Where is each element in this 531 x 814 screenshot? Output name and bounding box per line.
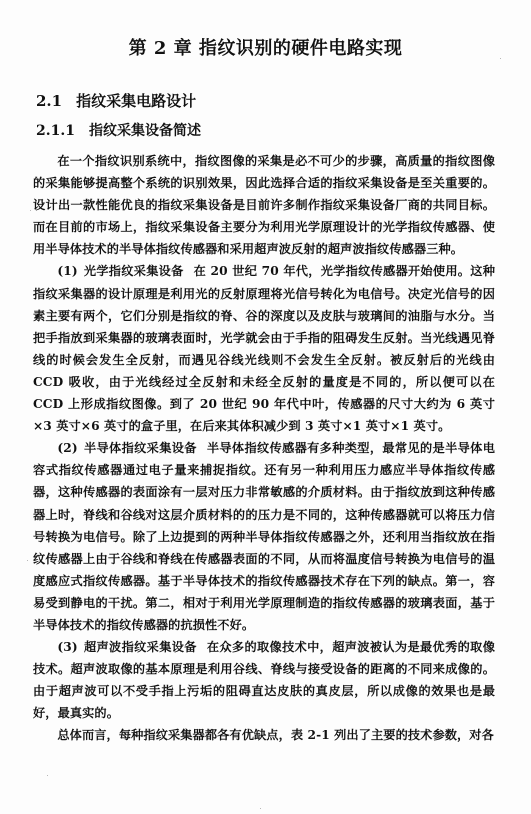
scan-speck [30, 210, 31, 211]
scan-speck [260, 808, 261, 809]
optical-item-marker: (1) [57, 264, 78, 279]
semiconductor-paragraph [33, 437, 495, 636]
ultrasonic-item-title: 超声波指纹采集设备 [83, 640, 197, 655]
ultrasonic-item-text: 在众多的取像技术中，超声波被认为是最优秀的取像技术。超声波取像的基本原理是利用谷线、脊线与接受设备的距离的不同来成像的。由于超声波可以不受手指上污垢的阻碍直达皮肤的真皮层，所以成像的效果也是最好，最真实的。 [33, 640, 495, 721]
semiconductor-item-title: 半导体指纹采集设备 [83, 441, 197, 456]
optical-item-text: 在 20 世纪 70 年代，光学指纹传感器开始使用。这种指纹采集器的设计原理是利用光的反射原理将光信号转化为电信号。决定光信号的因素主要有两个，它们分别是指纹的脊、谷的深度以及皮肤与玻璃间的油脂与水分。当把手指放到采集器的玻璃表面时，光学就会由于手指的阻碍发生反射。当光线遇见脊线的时候会发生全反射，而遇见谷线光线则不会发生全反射。被反射后的光线由 CCD 吸收，由于光线经过全反射和未经全反射的量度是不同的，所以便可以在 CCD 上形成指纹图像。到了 20 世纪 90 年代中叶，传感器的尺寸大约为 6 英寸×3 英寸×6 英寸的盒子里，在后来其体积减少到 3 英寸×1 英寸×1 英寸。 [33, 264, 495, 434]
body-text [33, 150, 495, 747]
section-title: 指纹采集电路设计 [76, 92, 197, 110]
subsection-title: 指纹采集设备简述 [88, 123, 201, 139]
semiconductor-item-marker: (2) [57, 441, 78, 456]
ultrasonic-item-marker: (3) [57, 640, 78, 655]
semiconductor-item-text: 半导体指纹传感器有多种类型，最常见的是半导体电容式指纹传感器通过电子量来捕捉指纹。还有另一种利用压力感应半导体指纹传感器，这种传感器的表面涂有一层对压力非常敏感的介质材料。由于指纹放到这种传感器上时，脊线和谷线对这层介质材料的的压力是不同的，这种传感器就可以将压力信号转换为电信号。除了上边提到的两种半导体指纹传感器之外，还利用当指纹放在指纹传感器上由于谷线和脊线在传感器表面的不同，从而将温度信号转换为电信号的温度感应式指纹传感器。基于半导体技术的指纹传感器技术存在下列的缺点。第一，容易受到静电的干扰。第二，相对于利用光学原理制造的指纹传感器的玻璃表面，基于半导体技术的指纹传感器的抗损性不好。 [33, 441, 495, 632]
summary-paragraph: 总体而言，每种指纹采集器都各有优缺点，表 2-1 列出了主要的技术参数，对各 [57, 728, 494, 743]
subsection-heading [36, 120, 201, 140]
scan-speck [27, 560, 28, 561]
section-heading [36, 90, 196, 111]
scan-speck [47, 775, 48, 776]
section-number: 2.1 [36, 92, 63, 110]
ultrasonic-paragraph [33, 636, 495, 724]
subsection-number: 2.1.1 [36, 123, 75, 139]
chapter-title: 第 2 章 指纹识别的硬件电路实现 [128, 38, 403, 59]
scan-speck [500, 58, 501, 59]
optical-paragraph [33, 260, 495, 437]
optical-item-title: 光学指纹采集设备 [83, 264, 184, 279]
intro-paragraph: 在一个指纹识别系统中，指纹图像的采集是必不可少的步骤，高质量的指纹图像的采集能够提高整个系统的识别效果，因此选择合适的指纹采集设备是至关重要的。设计出一款性能优良的指纹采集设备是目前许多制作指纹采集设备厂商的共同目标。而在目前的市场上，指纹采集设备主要分为利用光学原理设计的光学指纹传感器、使用半导体技术的半导体指纹传感器和采用超声波反射的超声波指纹传感器三种。 [33, 154, 495, 257]
